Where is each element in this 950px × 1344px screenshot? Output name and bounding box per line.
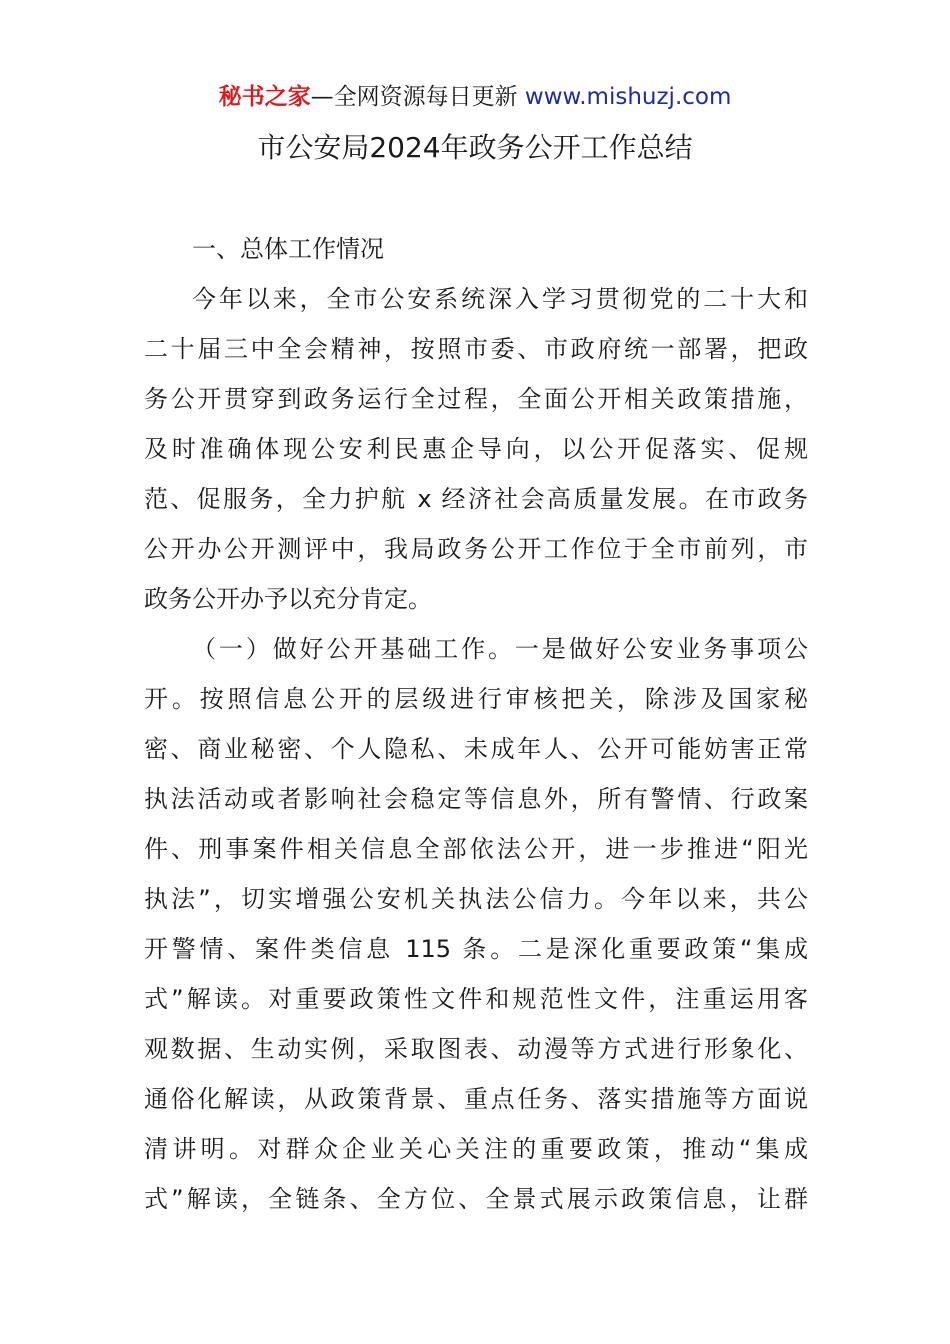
paragraph-line: 政务公开办予以充分肯定。	[144, 585, 432, 613]
header-tagline: —全网资源每日更新	[310, 84, 518, 110]
paragraph-line: 观数据、生动实例，采取图表、动漫等方式进行形象化、	[144, 1035, 808, 1063]
document-title: 市公安局2024年政务公开工作总结	[257, 131, 693, 164]
site-header	[0, 82, 950, 112]
paragraph-line: 开警情、案件类信息 115 条。二是深化重要政策“集成	[144, 935, 808, 963]
paragraph-line: 密、商业秘密、个人隐私、未成年人、公开可能妨害正常	[144, 735, 808, 763]
paragraph-line: 开。按照信息公开的层级进行审核把关，除涉及国家秘	[144, 685, 808, 713]
paragraph-line: 清讲明。对群众企业关心关注的重要政策，推动“集成	[144, 1135, 808, 1163]
paragraph-line: 务公开贯穿到政务运行全过程，全面公开相关政策措施，	[144, 385, 808, 413]
paragraph-line: 执法”，切实增强公安机关执法公信力。今年以来，共公	[144, 885, 808, 913]
paragraph-line: 执法活动或者影响社会稳定等信息外，所有警情、行政案	[144, 785, 808, 813]
paragraph-line: （一）做好公开基础工作。一是做好公安业务事项公	[192, 635, 808, 663]
paragraph-line: 式”解读。对重要政策性文件和规范性文件，注重运用客	[144, 985, 808, 1013]
paragraph-line: 及时准确体现公安利民惠企导向，以公开促落实、促规	[144, 435, 808, 463]
paragraph-line: 式”解读，全链条、全方位、全景式展示政策信息，让群	[144, 1185, 808, 1213]
brand-name: 秘书之家	[218, 84, 311, 110]
paragraph-line: 件、刑事案件相关信息全部依法公开，进一步推进“阳光	[144, 835, 808, 863]
paragraph-line: 范、促服务，全力护航 x 经济社会高质量发展。在市政务	[144, 485, 808, 513]
paragraph-line: 今年以来，全市公安系统深入学习贯彻党的二十大和	[192, 285, 808, 313]
section-heading: 一、总体工作情况	[192, 235, 384, 263]
document-body	[144, 224, 808, 1224]
paragraph-line: 二十届三中全会精神，按照市委、市政府统一部署，把政	[144, 335, 808, 363]
paragraph-line: 公开办公开测评中，我局政务公开工作位于全市前列，市	[144, 535, 808, 563]
paragraph-line: 通俗化解读，从政策背景、重点任务、落实措施等方面说	[144, 1085, 808, 1113]
site-url-link[interactable]: www.mishuzj.com	[524, 84, 732, 110]
